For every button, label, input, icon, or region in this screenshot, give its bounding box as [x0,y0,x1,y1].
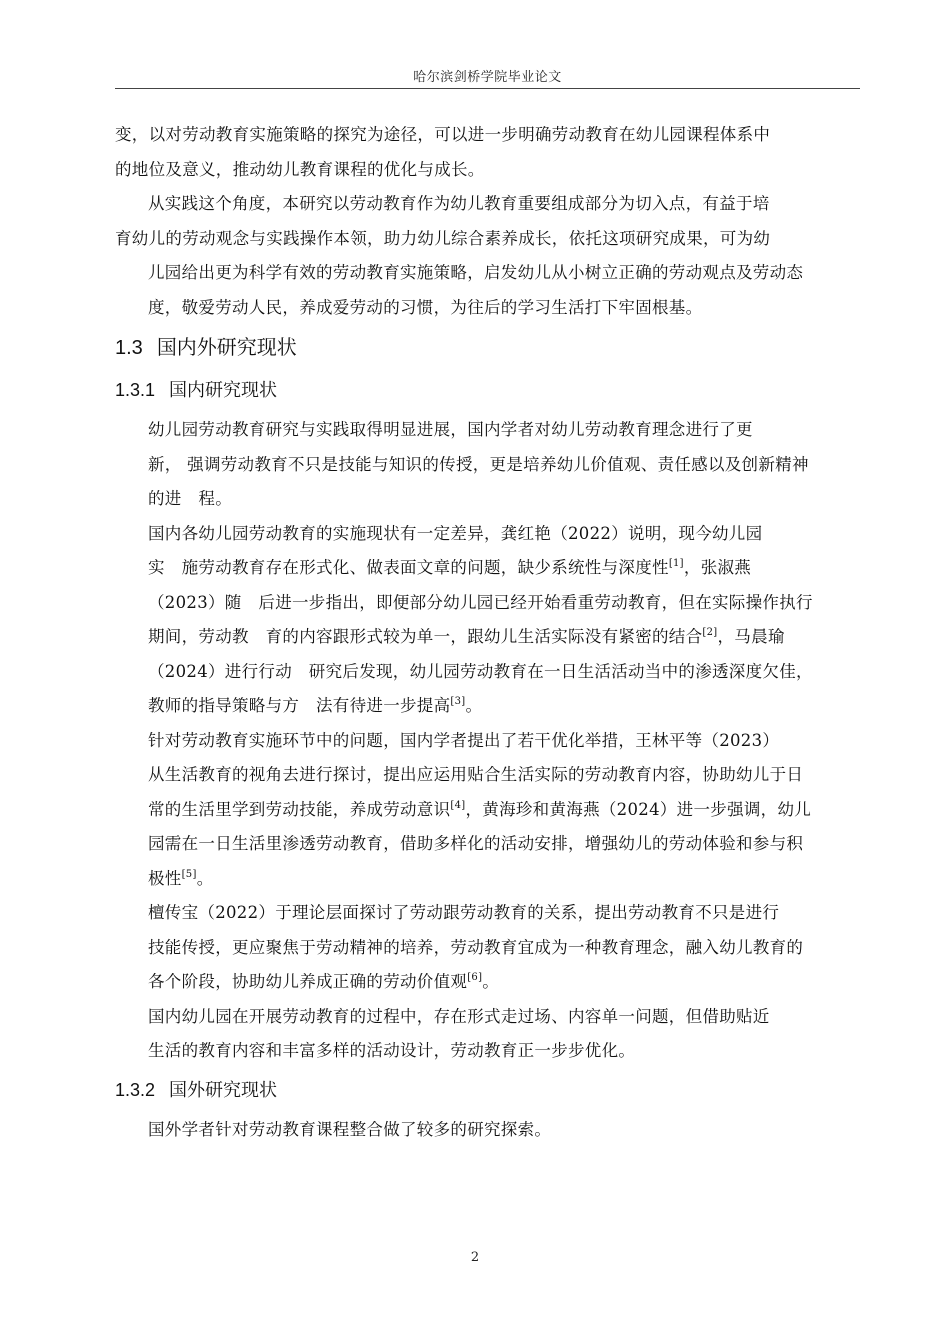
page-body [115,118,863,1147]
text-run: 。 [482,972,500,991]
subsection-heading [115,373,863,407]
text-line: 的进 程。 [148,489,232,508]
citation-ref: [3] [450,696,466,707]
text-line [115,689,863,724]
paragraph [115,118,863,187]
text-line: 生活的教育内容和丰富多样的活动设计，劳动教育正一步步优化。 [148,1041,636,1060]
text-run: 。 [465,696,483,715]
text-line [115,965,863,1000]
text-run: ，马晨瑜 [717,627,785,646]
text-line: 国内幼儿园在开展劳动教育的过程中，存在形式走过场、内容单一问题，但借助贴近 [148,1006,770,1026]
subsection-title: 国外研究现状 [169,1079,278,1100]
text-line: 技能传授，更应聚焦于劳动精神的培养，劳动教育宜成为一种教育理念，融入幼儿教育的 [148,937,804,957]
text-line [115,862,863,897]
section-heading [115,331,863,365]
text-line: 从生活教育的视角去进行探讨，提出应运用贴合生活实际的劳动教育内容，协助幼儿于日 [148,765,804,784]
running-header: 哈尔滨剑桥学院毕业论文 [413,70,562,85]
text-run: ，黄海珍和黄海燕（2024）进一步强调，幼儿 [465,799,812,819]
text-line [115,551,863,586]
subsection-number: 1.3.2 [115,1079,156,1100]
text-line: 国内各幼儿园劳动教育的实施现状有一定差异，龚红艳（2022）说明，现今幼儿园 [148,523,763,543]
paragraph [115,896,863,1000]
text-line: 的地位及意义，推动幼儿教育课程的优化与成长。 [115,159,485,179]
text-line: （2023）随 后进一步指出，即便部分幼儿园已经开始看重劳动教育，但在实际操作执行 [148,592,813,612]
text-run: 各个阶段，协助幼儿养成正确的劳动价值观 [148,972,468,991]
text-line: 变，以对劳动教育实施策略的探究为途径，可以进一步明确劳动教育在幼儿园课程体系中 [115,125,771,144]
citation-ref: [6] [467,972,483,983]
text-line: （2024）进行行动 研究后发现，幼儿园劳动教育在一日生活活动当中的渗透深度欠佳， [148,661,813,681]
text-line: 幼儿园劳动教育研究与实践取得明显进展，国内学者对幼儿劳动教育理念进行了更 [148,420,753,439]
text-line: 新， 强调劳动教育不只是技能与知识的传授，更是培养幼儿价值观、责任感以及创新精神 [148,454,809,474]
text-line: 儿园给出更为科学有效的劳动教育实施策略，启发幼儿从小树立正确的劳动观点及劳动态 [148,263,804,282]
paragraph: 国外学者针对劳动教育课程整合做了较多的研究探索。 [148,1119,552,1139]
citation-ref: [2] [702,627,718,638]
paragraph [115,187,863,325]
text-run: ，张淑燕 [683,558,752,577]
page-number: 2 [470,1250,480,1265]
section-number: 1.3 [115,337,143,359]
paragraph [115,413,863,517]
text-run: 常的生活里学到劳动技能，养成劳动意识 [148,799,451,819]
section-title: 国内外研究现状 [156,337,297,359]
citation-ref: [1] [668,558,684,569]
citation-ref: [4] [450,799,466,811]
text-run: 教师的指导策略与方 法有待进一步提高 [148,696,451,715]
text-run: 。 [196,868,214,888]
text-line: 针对劳动教育实施环节中的问题，国内学者提出了若干优化举措，王林平等（2023） [148,730,780,750]
text-line: 檀传宝（2022）于理论层面探讨了劳动跟劳动教育的关系，提出劳动教育不只是进行 [148,903,780,922]
text-run: 期间，劳动教 育的内容跟形式较为单一，跟幼儿生活实际没有紧密的结合 [148,627,703,646]
subsection-number: 1.3.1 [115,380,156,400]
paragraph [115,1000,863,1069]
text-line: 育幼儿的劳动观念与实践操作本领，助力幼儿综合素养成长，依托这项研究成果，可为幼 [115,228,771,248]
subsection-title: 国内研究现状 [169,380,278,400]
text-run: 实 施劳动教育存在形式化、做表面文章的问题，缺少系统性与深度性 [148,558,669,577]
text-line [115,620,863,655]
text-line: 从实践这个角度，本研究以劳动教育作为幼儿教育重要组成部分为切入点，有益于培 [148,194,770,213]
text-line [115,793,863,828]
text-line: 度，敬爱劳动人民，养成爱劳动的习惯，为往后的学习生活打下牢固根基。 [148,297,703,317]
text-run: 极性 [148,868,182,888]
citation-ref: [5] [181,868,197,880]
paragraph [115,724,863,897]
header-rule [115,88,860,89]
paragraph [115,517,863,724]
text-line: 园需在一日生活里渗透劳动教育，借助多样化的活动安排，增强幼儿的劳动体验和参与积 [148,834,804,853]
subsection-heading [115,1073,863,1107]
